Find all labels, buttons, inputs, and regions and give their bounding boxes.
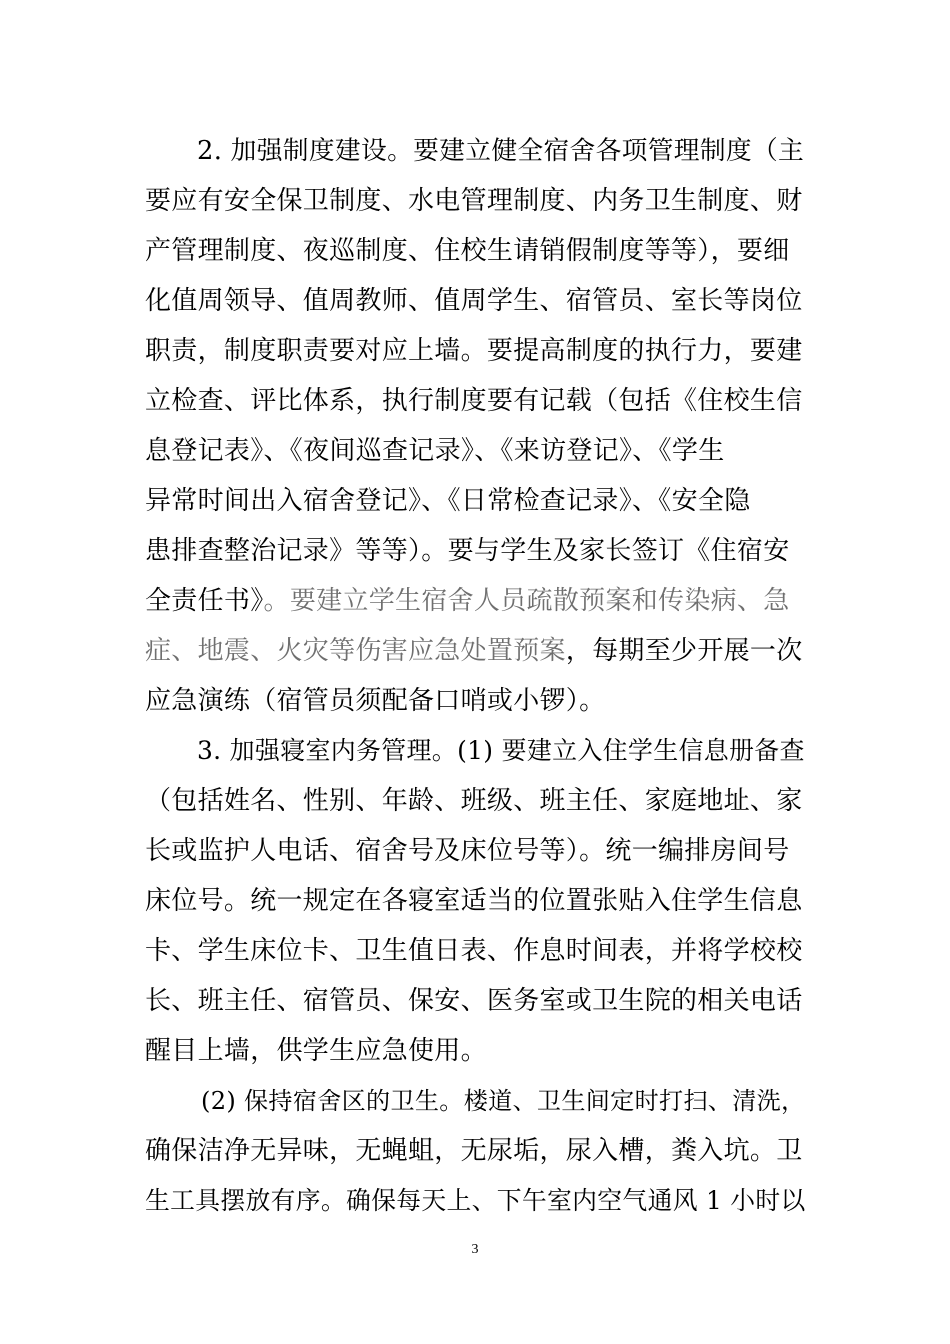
text-segment: 立检查、评比体系，执行制度要有记载（包括《住校生信 [145, 386, 803, 416]
text-line [145, 926, 805, 976]
text-segment: 职责，制度职责要对应上墙。要提高制度的执行力，要建 [145, 336, 803, 366]
text-segment: 要应有安全保卫制度、水电管理制度、内务卫生制度、财 [145, 186, 803, 216]
text-segment: 生工具摆放有序。确保每天上、下午室内空气通风 1 小时以 [145, 1186, 806, 1215]
text-segment: ，每期至少开展一次 [565, 636, 803, 666]
text-line [145, 826, 805, 876]
text-segment: 全责任书》 [145, 586, 264, 616]
text-segment: 患排查整治记录》等等）。要与学生及家长签订《住宿安 [145, 536, 790, 566]
text-segment-gray: 。要建立学生宿舍人员疏散预案和传染病、急 [263, 586, 790, 616]
text-segment: （包括姓名、性别、年龄、班级、班主任、家庭地址、家 [145, 786, 803, 816]
text-segment: 长或监护人电话、宿舍号及床位号等）。统一编排房间号 [145, 836, 790, 866]
text-line [145, 1176, 805, 1226]
text-line [145, 226, 805, 276]
text-segment: 卡、学生床位卡、卫生值日表、作息时间表，并将学校校 [145, 936, 803, 966]
text-line [145, 1126, 805, 1176]
text-line [145, 526, 805, 576]
text-line [145, 576, 805, 626]
text-segment: 床位号。统一规定在各寝室适当的位置张贴入住学生信息 [145, 886, 803, 916]
text-line [145, 426, 805, 476]
page-number: 3 [471, 1242, 479, 1257]
text-segment: (2) 保持宿舍区的卫生。楼道、卫生间定时打扫、清洗， [201, 1087, 806, 1115]
text-line [145, 176, 805, 226]
text-line [197, 726, 805, 776]
text-segment: 化值周领导、值周教师、值周学生、宿管员、室长等岗位 [145, 286, 803, 316]
text-segment: 长、班主任、宿管员、保安、医务室或卫生院的相关电话 [145, 986, 803, 1016]
text-line [197, 126, 805, 176]
text-line [145, 326, 805, 376]
text-segment: 醒目上墙，供学生应急使用。 [145, 1036, 487, 1066]
text-line [145, 876, 805, 926]
text-segment: 2. 加强制度建设。要建立健全宿舍各项管理制度（主 [197, 136, 805, 166]
text-line [145, 976, 805, 1026]
text-line [201, 1076, 805, 1126]
text-segment: 产管理制度、夜巡制度、住校生请销假制度等等），要细 [145, 236, 790, 266]
text-segment: 异常时间出入宿舍登记》、《日常检查记录》、《安全隐 [145, 486, 751, 516]
text-segment: 应急演练（宿管员须配备口哨或小锣）。 [145, 686, 606, 716]
text-segment: 息登记表》、《夜间巡查记录》、《来访登记》、《学生 [145, 436, 725, 466]
text-segment-gray: 症、地震、火灾等伤害应急处置预案 [145, 636, 566, 666]
text-line [145, 276, 805, 326]
text-line [145, 376, 805, 426]
text-segment: 确保洁净无异味，无蝇蛆，无尿垢，尿入槽，粪入坑。卫 [145, 1136, 803, 1166]
text-line [145, 476, 805, 526]
text-line [145, 1026, 805, 1076]
text-segment: 3. 加强寝室内务管理。(1) 要建立入住学生信息册备查 [197, 736, 805, 765]
text-line [145, 626, 805, 676]
text-line [145, 776, 805, 826]
text-line [145, 676, 805, 726]
